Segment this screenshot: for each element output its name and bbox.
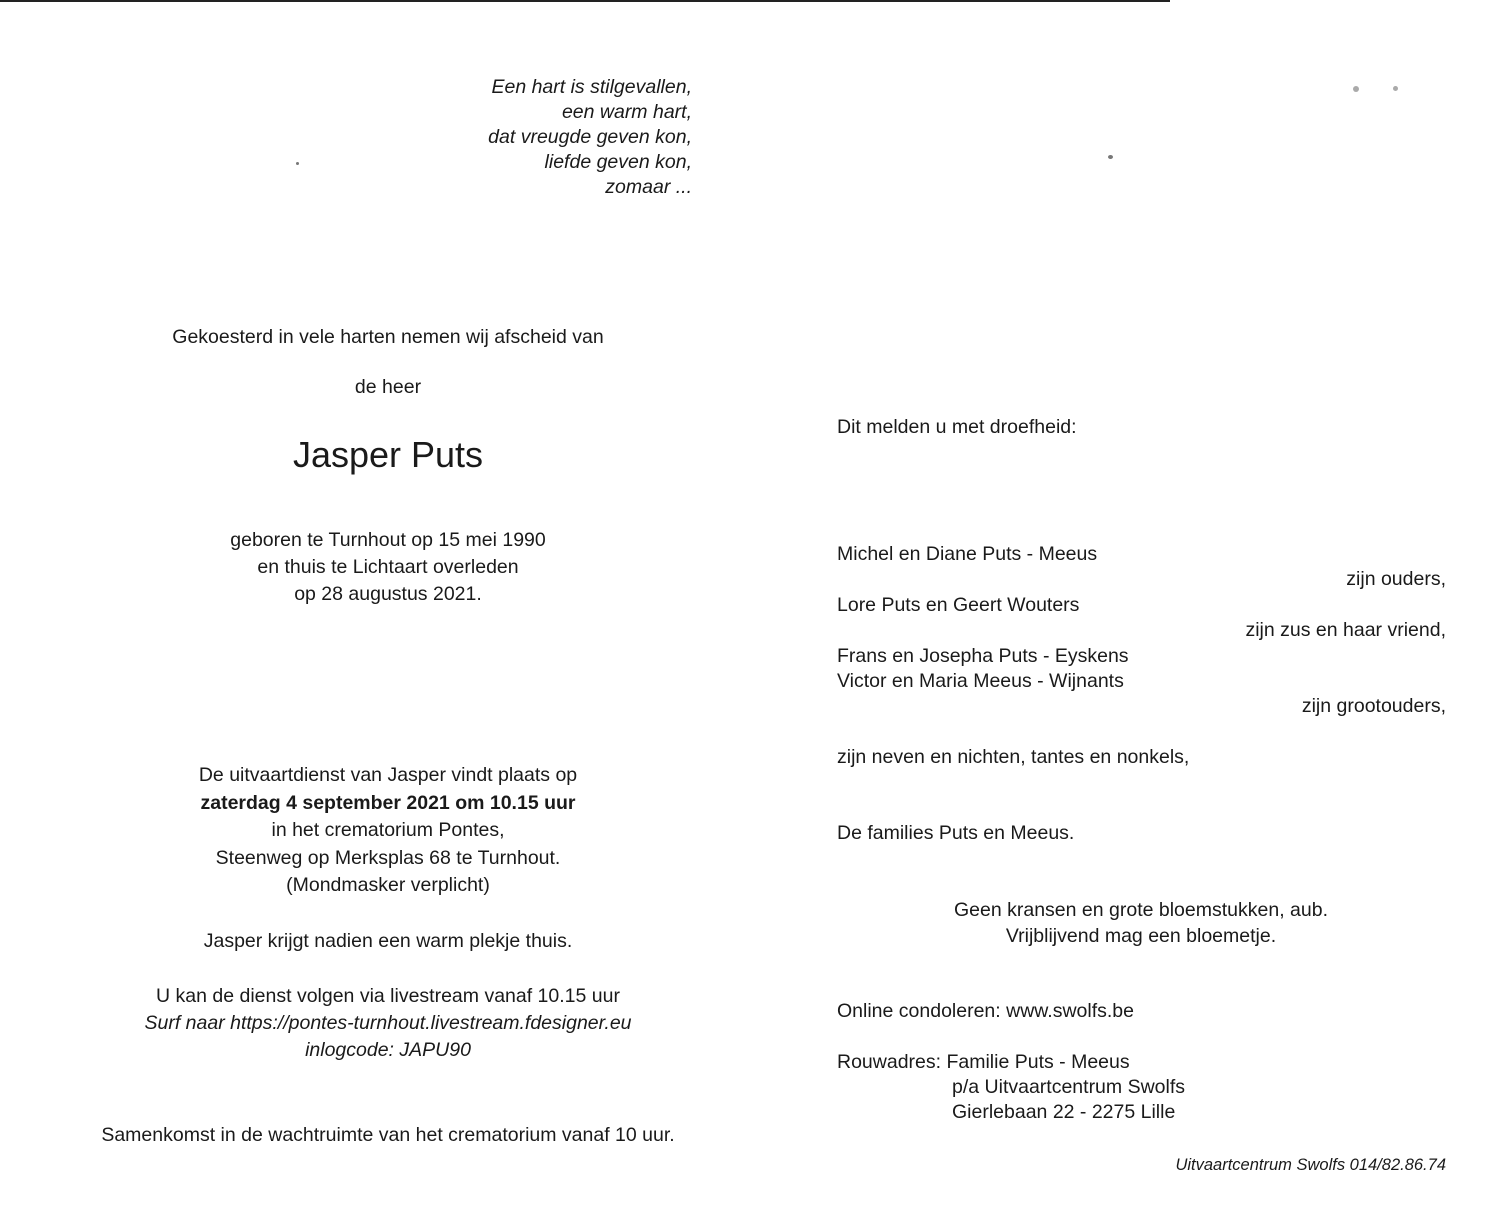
families-line: De families Puts en Meeus. (837, 822, 1075, 844)
poem (488, 75, 692, 200)
birth-line: geboren te Turnhout op 15 mei 1990 (230, 529, 546, 551)
intro-text: Gekoesterd in vele harten nemen wij afscheid van (172, 326, 604, 348)
relatives-line: zijn neven en nichten, tantes en nonkels, (837, 746, 1190, 768)
top-border-line (0, 0, 1170, 2)
service-venue: in het crematorium Pontes, (271, 819, 505, 841)
grandparents-role: zijn grootouders, (1301, 695, 1446, 717)
livestream-code: inlogcode: JAPU90 (305, 1039, 471, 1061)
parents-names: Michel en Diane Puts - Meeus (837, 543, 1098, 565)
gathering-note: Samenkomst in de wachtruimte van het crematorium vanaf 10 uur. (101, 1124, 675, 1146)
death-date-line: op 28 augustus 2021. (294, 583, 482, 605)
honorific: de heer (354, 376, 422, 398)
service-date: zaterdag 4 september 2021 om 10.15 uur (200, 791, 576, 814)
address-line-1: Rouwadres: Familie Puts - Meeus (837, 1051, 1130, 1073)
service-address: Steenweg op Merksplas 68 te Turnhout. (215, 846, 561, 869)
speck-mark (1353, 86, 1359, 92)
service-info (199, 762, 577, 900)
poem-line: liefde geven kon, (544, 151, 692, 173)
flowers-line-1: Geen kransen en grote bloemstukken, aub. (954, 899, 1328, 921)
speck-mark (1393, 86, 1398, 91)
announce-text: Dit melden u met droefheid: (837, 416, 1077, 438)
deceased-name: Jasper Puts (292, 434, 484, 475)
death-line: en thuis te Lichtaart overleden (257, 556, 519, 578)
livestream-url: Surf naar https://pontes-turnhout.livestream.fdesigner.eu (144, 1012, 632, 1034)
grandparents-names-1: Frans en Josepha Puts - Eyskens (837, 645, 1129, 667)
speck-mark (296, 162, 299, 165)
funeral-home-footer: Uitvaartcentrum Swolfs 014/82.86.74 (1175, 1156, 1446, 1174)
service-intro: De uitvaartdienst van Jasper vindt plaats op (198, 764, 578, 786)
parents-role: zijn ouders, (1346, 568, 1446, 590)
poem-line: zomaar ... (605, 176, 692, 198)
home-note: Jasper krijgt nadien een warm plekje thuis. (203, 930, 573, 952)
poem-line: Een hart is stilgevallen, (491, 76, 692, 98)
poem-line: dat vreugde geven kon, (488, 126, 692, 148)
speck-mark (1108, 155, 1113, 159)
flowers-note (954, 897, 1328, 949)
flowers-line-2: Vrijblijvend mag een bloemetje. (1005, 925, 1277, 947)
sister-role: zijn zus en haar vriend, (1245, 619, 1446, 641)
birth-death-info (230, 527, 546, 608)
grandparents-names-2: Victor en Maria Meeus - Wijnants (837, 670, 1124, 692)
address-line-2: p/a Uitvaartcentrum Swolfs (952, 1076, 1186, 1098)
address-line-3: Gierlebaan 22 - 2275 Lille (952, 1101, 1176, 1123)
livestream-info (144, 983, 631, 1064)
poem-line: een warm hart, (561, 101, 692, 123)
service-note: (Mondmasker verplicht) (286, 874, 490, 896)
online-condolence: Online condoleren: www.swolfs.be (837, 1000, 1134, 1022)
sister-names: Lore Puts en Geert Wouters (837, 594, 1080, 616)
livestream-intro: U kan de dienst volgen via livestream vanaf 10.15 uur (156, 985, 620, 1007)
